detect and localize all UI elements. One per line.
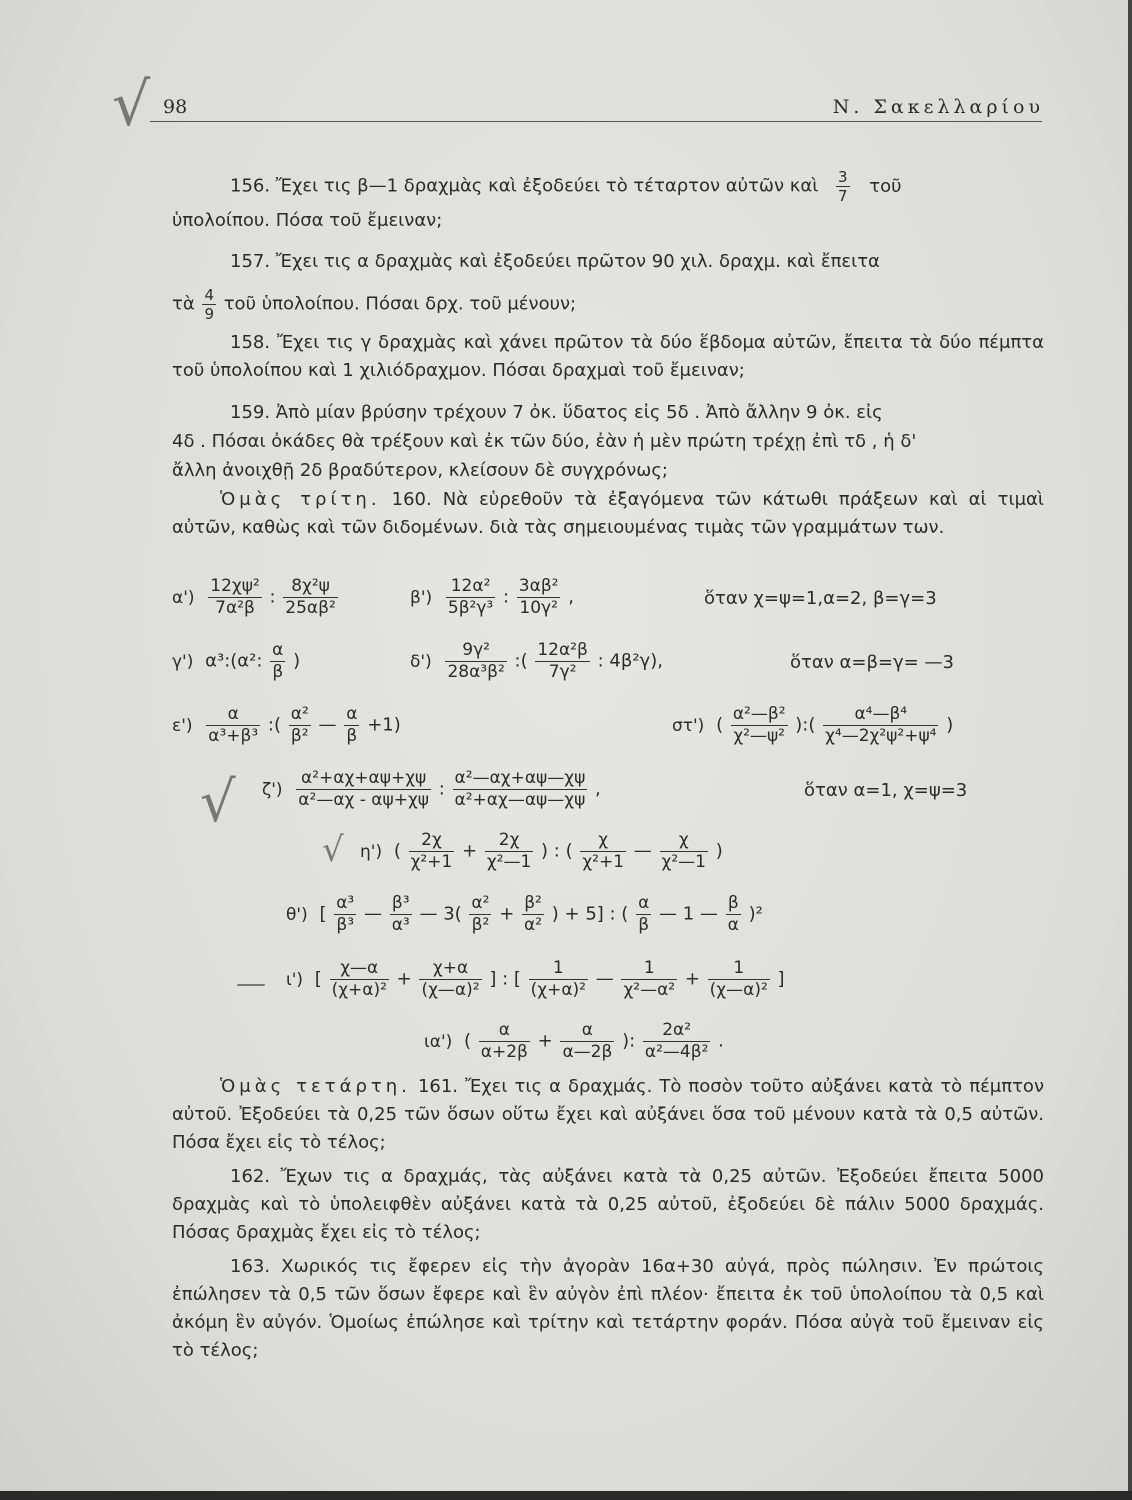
running-head: Ν. Σακελλαρίου [832, 96, 1044, 118]
exercise-st: στ') ( $\frac{\text{α²—β²}}{\text{χ²—ψ²}}$ ):( $\frac{\text{α⁴—β⁴}}{\text{χ⁴—2χ²ψ²+ψ⁴}}$ ) [672, 704, 954, 746]
group-3-intro [172, 486, 1044, 542]
problem-159-line2: 4δ . Πόσαι ὀκάδες θὰ τρέξουν καὶ ἐκ τῶν δύο, ἐὰν ἡ μὲν πρώτη τρέχῃ ἐπὶ τδ , ἡ δ' [172, 431, 917, 452]
problem-162: 162. Ἔχων τις α δραχμάς, τὰς αὐξάνει κατὰ τὰ 0,25 αὐτῶν. Ἐξοδεύει ἔπειτα 5000 δραχμὰς καὶ τὸ ὑπολειφθὲν αὐξάνει κατὰ τὰ 0,25 αὐτοῦ, ἐξοδεύει δὲ πάλιν 5000 δραχμάς. Πόσας δραχμὰς ἔχει εἰς τὸ τέλος; [172, 1166, 1044, 1243]
exercise-a: α') $\frac{\text{12χψ²}}{\text{7α²β}}$ : $\frac{\text{8χ²ψ}}{\text{25αβ²}}$ [172, 576, 336, 618]
exercise-th: θ') [ $\frac{\text{α³}}{\text{β³}}$ — $\frac{\text{β³}}{\text{α³}}$ — 3( $\frac{\text{α²}}{\text{β²}}$ + $\frac{\text{β²}}{\text{α²}}$ ) + 5] : ( $\frac{\alpha}{\beta}$ — 1 — $\frac{\beta}{\alpha}$ )² [286, 893, 763, 935]
problem-160-text: 160. Νὰ εὑρεθοῦν τὰ ἐξαγόμενα τῶν κάτωθι πράξεων καὶ αἱ τιμαὶ αὐτῶν, καθὼς καὶ τῶν διδομένων. διὰ τὰς σημειουμένας τιμὰς τῶν γραμμάτων των. [172, 489, 1044, 538]
problem-157-line2: τὰ $\frac{4}{9}$ τοῦ ὑπολοίπου. Πόσαι δρχ. τοῦ μένουν; [172, 286, 577, 323]
header-rule [150, 121, 1042, 122]
page-edge-bottom [0, 1491, 1132, 1500]
fraction: $\frac{3}{7}$ [838, 168, 848, 205]
exercise-i: ι') [ $\frac{\chi—\alpha}{\text{(χ+α)²}}$ + $\frac{\chi+\alpha}{\text{(χ—α)²}}$ ] : [ $\frac{1}{\text{(χ+α)²}}$ — $\frac{1}{\text{χ²—α²}}$ + $\frac{1}{\text{(χ—α)²}}$ ] [286, 958, 785, 1000]
page-number: 98 [163, 96, 188, 118]
pencil-dash-mark: — [236, 966, 266, 1001]
condition-3: ὅταν α=1, χ=ψ=3 [804, 780, 968, 801]
group-4-intro [172, 1073, 1044, 1157]
exercise-c: γ') α³:(α²: $\frac{\alpha}{\beta}$ ) [172, 640, 301, 682]
problem-159-line3: ἄλλη ἀνοιχθῇ 2δ βραδύτερον, κλείσουν δὲ συγχρόνως; [172, 460, 668, 481]
group-3-title: Ὁμὰς τρίτη. [220, 489, 381, 510]
condition-1: ὅταν χ=ψ=1,α=2, β=γ=3 [704, 588, 937, 609]
problem-157-line1: 157. Ἔχει τις α δραχμὰς καὶ ἐξοδεύει πρῶτον 90 χιλ. δραχμ. καὶ ἔπειτα [230, 251, 880, 272]
problem-159-line1: 159. Ἀπὸ μίαν βρύσην τρέχουν 7 ὀκ. ὕδατος εἰς 5δ . Ἀπὸ ἄλλην 9 ὀκ. εἰς [230, 402, 883, 423]
condition-2: ὅταν α=β=γ= —3 [790, 652, 954, 673]
exercise-b: β') $\frac{\text{12α²}}{\text{5β²γ³}}$ : $\frac{\text{3αβ²}}{\text{10γ²}}$ , [410, 576, 574, 618]
pencil-check-mark: √ [112, 70, 151, 140]
pencil-check-mark: √ [322, 830, 344, 870]
pencil-check-mark: √ [200, 770, 236, 835]
problem-158: 158. Ἔχει τις γ δραχμὰς καὶ χάνει πρῶτον τὰ δύο ἕβδομα αὐτῶν, ἔπειτα τὰ δύο πέμπτα τοῦ ὑπολοίπου καὶ 1 χιλιόδραχμον. Πόσαι δραχμαὶ τοῦ ἔμειναν; [172, 332, 1044, 381]
exercise-h: η') ( $\frac{2\chi}{\text{χ²+1}}$ + $\frac{2\chi}{\text{χ²—1}}$ ) : ( $\frac{\chi}{\text{χ²+1}}$ — $\frac{\chi}{\text{χ²—1}}$ ) [360, 830, 723, 872]
problem-156-line2: ὑπολοίπου. Πόσα τοῦ ἔμειναν; [172, 210, 443, 231]
problem-161-text: 161. Ἔχει τις α δραχμάς. Τὸ ποσὸν τοῦτο αὐξάνει κατὰ τὸ πέμπτον αὐτοῦ. Ἐξοδεύει τὰ 0,25 τῶν ὅσων οὕτω ἔχει καὶ αὐξάνει ὅσα τοῦ μένουν κατὰ τὰ 0,5 αὐτῶν. Πόσα ἔχει εἰς τὸ τέλος; [172, 1076, 1044, 1153]
exercise-z: ζ') $\frac{\text{α²+αχ+αψ+χψ}}{\text{α²—αχ - αψ+χψ}}$ : $\frac{\text{α²—αχ+αψ—χψ}}{\text{α²+αχ—αψ—χψ}}$ , [262, 768, 601, 810]
group-4-title: Ὁμὰς τετάρτη. [220, 1076, 411, 1097]
exercise-e: ε') $\frac{\alpha}{\text{α³+β³}}$ :( $\frac{\text{α²}}{\text{β²}}$ — $\frac{\alpha}{\beta}$ +1) [172, 704, 401, 746]
problem-156-line1: 156. Ἔχει τις β—1 δραχμὰς καὶ ἐξοδεύει τὸ τέταρτον αὐτῶν καὶ $\frac{3}{7}$ τοῦ [230, 168, 902, 205]
page-edge-right [1128, 0, 1132, 1500]
fraction: $\frac{4}{9}$ [204, 286, 214, 323]
exercise-d: δ') $\frac{\text{9γ²}}{\text{28α³β²}}$ :( $\frac{\text{12α²β}}{\text{7γ²}}$ : 4β²γ), [410, 640, 663, 682]
problem-163: 163. Χωρικός τις ἔφερεν εἰς τὴν ἀγορὰν 16α+30 αὐγά, πρὸς πώλησιν. Ἐν πρώτοις ἐπώλησεν τὰ 0,5 τῶν ὅσων ἔφερε καὶ ἓν αὐγὸν ἐπὶ πλέον· ἔπειτα ἐκ τοῦ ὑπολοίπου τὰ 0,5 καὶ ἀκόμη ἓν αὐγόν. Ὁμοίως ἐπώλησε καὶ τρίτην καὶ τετάρτην φοράν. Πόσα αὐγὰ τοῦ ἔμειναν εἰς τὸ τέλος; [172, 1256, 1044, 1361]
exercise-ia: ια') ( $\frac{\alpha}{\alpha+2\beta}$ + $\frac{\alpha}{\alpha—2\beta}$ ): $\frac{\text{2α²}}{\text{α²—4β²}}$ . [424, 1020, 724, 1062]
